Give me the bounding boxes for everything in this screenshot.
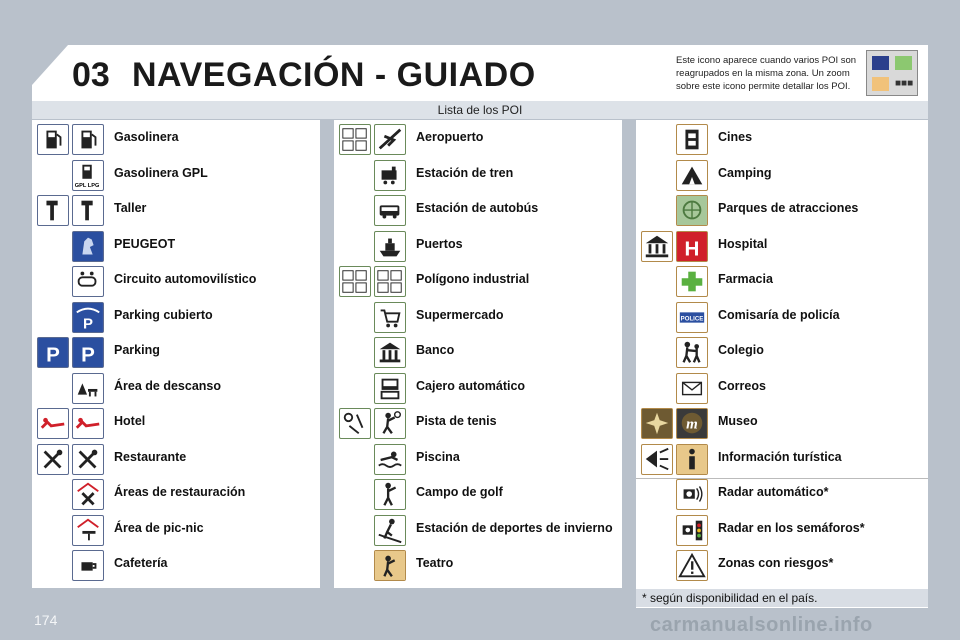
poi-label: Taller bbox=[114, 201, 147, 215]
svg-text:m: m bbox=[686, 416, 698, 433]
poi-list-item bbox=[636, 548, 928, 584]
poi-list-item bbox=[636, 264, 928, 300]
fork-knife-icon bbox=[37, 444, 69, 475]
poi-label: Cines bbox=[718, 130, 753, 144]
shopping-cart-icon bbox=[374, 302, 406, 333]
poi-list-item bbox=[636, 158, 928, 194]
coffee-cup-icon bbox=[72, 550, 104, 581]
museum-m-icon bbox=[676, 408, 708, 439]
poi-list-item bbox=[32, 122, 320, 158]
lpg-fuel-icon bbox=[72, 160, 104, 191]
covered-parking-icon bbox=[72, 302, 104, 333]
poi-label: Colegio bbox=[718, 343, 764, 357]
poi-label: Piscina bbox=[416, 449, 460, 464]
poi-list-item bbox=[636, 335, 928, 371]
poi-label: Gasolinera GPL bbox=[114, 165, 208, 180]
poi-list-item bbox=[334, 264, 622, 300]
poi-label: Radar automático* bbox=[718, 485, 829, 499]
poi-label: Cafetería bbox=[114, 556, 168, 570]
traffic-light-camera-icon bbox=[676, 515, 708, 546]
film-icon bbox=[676, 124, 708, 155]
poi-list-item bbox=[32, 406, 320, 442]
footnote-box bbox=[636, 589, 928, 607]
poi-list-item bbox=[334, 513, 622, 549]
svg-text:P: P bbox=[83, 314, 93, 332]
poi-label: Área de descanso bbox=[114, 378, 221, 393]
poi-list-item bbox=[32, 513, 320, 549]
poi-label: PEUGEOT bbox=[114, 236, 176, 251]
page-number: 174 bbox=[34, 612, 58, 628]
poi-label: Correos bbox=[718, 378, 766, 393]
poi-list-item bbox=[334, 548, 622, 584]
poi-list-item bbox=[636, 442, 928, 478]
skier-icon bbox=[374, 515, 406, 546]
poi-list-item bbox=[32, 158, 320, 194]
tent-icon bbox=[676, 160, 708, 191]
subtitle: Lista de los POI bbox=[437, 103, 523, 117]
plane-icon bbox=[374, 124, 406, 155]
warning-triangle-icon bbox=[676, 550, 708, 581]
poi-list-item bbox=[32, 193, 320, 229]
poi-label: Zonas con riesgos* bbox=[718, 556, 834, 570]
footnote: * según disponibilidad en el país. bbox=[642, 591, 818, 605]
poi-label: Supermercado bbox=[416, 307, 504, 322]
svg-text:GPL LPG: GPL LPG bbox=[74, 182, 100, 189]
header-note: Este icono aparece cuando varios POI son reagrupados en la misma zona. Un zoom sobre este icono permite detallar los POI. bbox=[676, 55, 857, 92]
poi-list-item bbox=[636, 193, 928, 229]
poi-label: Camping bbox=[718, 165, 772, 180]
poi-label: Área de pic-nic bbox=[114, 520, 204, 535]
svg-text:H: H bbox=[684, 236, 700, 260]
fuel-pump-icon bbox=[72, 124, 104, 155]
poi-label: Banco bbox=[416, 343, 455, 357]
poi-list-item bbox=[32, 371, 320, 407]
poi-label: Museo bbox=[718, 414, 758, 428]
poi-column-2 bbox=[334, 120, 622, 588]
poi-list-item bbox=[334, 442, 622, 478]
poi-label: Información turística bbox=[718, 449, 842, 464]
poi-label: Aeropuerto bbox=[416, 130, 484, 144]
poi-list-item bbox=[334, 406, 622, 442]
food-area-icon bbox=[72, 479, 104, 510]
police-icon bbox=[676, 302, 708, 333]
theatre-icon bbox=[374, 550, 406, 581]
poi-list-item bbox=[334, 229, 622, 265]
wrench-icon bbox=[37, 195, 69, 226]
poi-list-item bbox=[334, 300, 622, 336]
bus-icon bbox=[374, 195, 406, 226]
poi-list-item bbox=[334, 158, 622, 194]
poi-list-item bbox=[32, 264, 320, 300]
watermark: carmanualsonline.info bbox=[650, 614, 873, 636]
ship-icon bbox=[374, 231, 406, 262]
poi-list-item bbox=[636, 122, 928, 158]
poi-label: Farmacia bbox=[718, 272, 773, 286]
poi-list-item bbox=[636, 513, 928, 549]
poi-list-item bbox=[32, 229, 320, 265]
pharmacy-cross-icon bbox=[676, 266, 708, 297]
poi-label: Áreas de restauración bbox=[114, 485, 246, 499]
poi-list-item bbox=[334, 193, 622, 229]
poi-list-item bbox=[636, 406, 928, 442]
poi-label: Estación de tren bbox=[416, 165, 514, 180]
fork-knife-icon bbox=[72, 444, 104, 475]
poi-label: Puertos bbox=[416, 236, 463, 251]
poi-label: Hotel bbox=[114, 414, 146, 428]
poi-label: Pista de tenis bbox=[416, 414, 497, 428]
school-children-icon bbox=[676, 337, 708, 368]
poi-label: Hospital bbox=[718, 236, 768, 251]
poi-list-item bbox=[636, 477, 928, 513]
poi-label: Restaurante bbox=[114, 449, 187, 464]
amusement-park-icon bbox=[676, 195, 708, 226]
poi-list-item bbox=[32, 335, 320, 371]
poi-label: Circuito automovilístico bbox=[114, 272, 257, 286]
poi-list-item bbox=[334, 335, 622, 371]
airport-group-icon bbox=[339, 124, 371, 155]
poi-list-item bbox=[334, 122, 622, 158]
museum-compass-icon bbox=[641, 408, 673, 439]
museum-building-icon bbox=[641, 231, 673, 262]
industrial-group-icon bbox=[374, 266, 406, 297]
rest-area-icon bbox=[72, 373, 104, 404]
parking-icon bbox=[72, 337, 104, 368]
chapter-number: 03 bbox=[72, 56, 110, 94]
poi-label: Parking bbox=[114, 343, 160, 357]
poi-label: Parques de atracciones bbox=[718, 201, 859, 215]
poi-label: Gasolinera bbox=[114, 130, 179, 144]
svg-text:P: P bbox=[81, 343, 95, 367]
tourist-info-group-icon bbox=[641, 444, 673, 475]
poi-group-icon: ■■■ bbox=[866, 50, 918, 96]
bed-icon bbox=[72, 408, 104, 439]
poi-list-item bbox=[334, 477, 622, 513]
golfer-icon bbox=[374, 479, 406, 510]
poi-column-1 bbox=[32, 120, 320, 588]
poi-list-item bbox=[32, 548, 320, 584]
poi-column-3 bbox=[636, 120, 928, 608]
poi-label: Polígono industrial bbox=[416, 272, 530, 286]
speed-camera-icon bbox=[676, 479, 708, 510]
peugeot-lion-icon bbox=[72, 231, 104, 262]
race-circuit-icon bbox=[72, 266, 104, 297]
industrial-group-icon bbox=[339, 266, 371, 297]
poi-label: Cajero automático bbox=[416, 378, 526, 393]
poi-label: Campo de golf bbox=[416, 485, 503, 499]
svg-text:POLICE: POLICE bbox=[680, 314, 704, 322]
poi-list-item bbox=[636, 229, 928, 265]
picnic-icon bbox=[72, 515, 104, 546]
poi-list-item bbox=[334, 371, 622, 407]
page-title: NAVEGACIÓN - GUIADO bbox=[132, 56, 536, 94]
poi-label: Estación de deportes de invierno bbox=[416, 520, 613, 535]
sport-group-icon bbox=[339, 408, 371, 439]
poi-list-item bbox=[32, 442, 320, 478]
parking-icon bbox=[37, 337, 69, 368]
bed-icon bbox=[37, 408, 69, 439]
svg-text:P: P bbox=[46, 343, 60, 367]
poi-list-item bbox=[636, 371, 928, 407]
poi-label: Radar en los semáforos* bbox=[718, 520, 865, 535]
poi-label: Teatro bbox=[416, 556, 454, 570]
info-i-icon bbox=[676, 444, 708, 475]
swimmer-icon bbox=[374, 444, 406, 475]
poi-list-item bbox=[636, 300, 928, 336]
envelope-icon bbox=[676, 373, 708, 404]
poi-label: Estación de autobús bbox=[416, 201, 539, 215]
hospital-h-icon bbox=[676, 231, 708, 262]
poi-list-item bbox=[32, 300, 320, 336]
train-icon bbox=[374, 160, 406, 191]
tennis-icon bbox=[374, 408, 406, 439]
poi-label: Parking cubierto bbox=[114, 307, 213, 322]
fuel-pump-icon bbox=[37, 124, 69, 155]
poi-label: Comisaría de policía bbox=[718, 307, 840, 322]
bank-icon bbox=[374, 337, 406, 368]
poi-list-item bbox=[32, 477, 320, 513]
atm-icon bbox=[374, 373, 406, 404]
wrench-icon bbox=[72, 195, 104, 226]
